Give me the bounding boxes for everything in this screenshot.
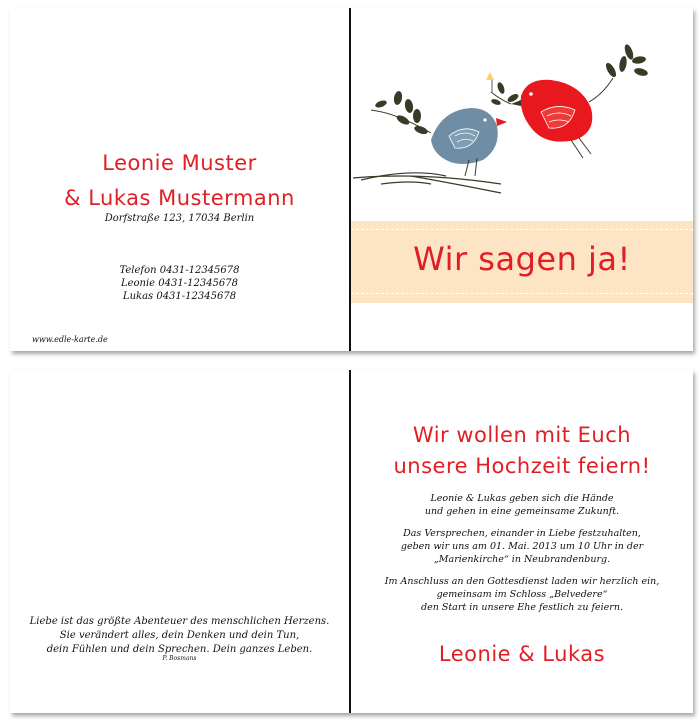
quote-line: dein Fühlen und dein Sprechen. Dein ganzes Leben. xyxy=(46,644,313,655)
invite-line: Das Versprechen, einander in Liebe festzuhalten, xyxy=(403,528,641,539)
invite-title-line-1: Wir wollen mit Euch xyxy=(412,423,632,447)
invite-title-line-2: unsere Hochzeit feiern! xyxy=(393,454,651,478)
phone-block xyxy=(10,264,349,303)
invite-paragraph xyxy=(351,527,693,566)
quote-line: Liebe ist das größte Abenteuer des menschlichen Herzens. xyxy=(29,616,330,627)
red-bird xyxy=(511,78,613,158)
invite-line: den Start in unsere Ehe festlich zu feiern. xyxy=(421,602,623,613)
band-stitch-top xyxy=(351,229,693,230)
quote-author: P. Bosmans xyxy=(162,655,197,662)
band-stitch-bottom xyxy=(351,293,693,294)
phone-line: Lukas 0431-12345678 xyxy=(122,291,237,302)
invite-line: Leonie & Lukas geben sich die Hände xyxy=(430,493,614,504)
leaf-sprig-left xyxy=(371,90,431,135)
phone-line: Telefon 0431-12345678 xyxy=(119,265,240,276)
invite-line: geben wir uns am 01. Mai. 2013 um 10 Uhr in der xyxy=(400,541,644,552)
names-line-1: Leonie Muster xyxy=(102,151,257,175)
card-inside xyxy=(10,370,693,713)
invite-paragraph xyxy=(351,492,693,518)
invite-line: „Marienkirche“ in Neubrandenburg. xyxy=(433,554,611,565)
invite-body xyxy=(351,492,693,623)
invite-title xyxy=(351,420,693,482)
invite-line: und gehen in eine gemeinsame Zukunft. xyxy=(424,506,620,517)
phone-line: Leonie 0431-12345678 xyxy=(120,278,239,289)
blue-bird xyxy=(431,108,507,176)
invite-line: gemeinsam im Schloss „Belvedere“ xyxy=(436,589,608,600)
address: Dorfstraße 123, 17034 Berlin xyxy=(104,213,255,224)
signature: Leonie & Lukas xyxy=(438,642,606,666)
quote-line: Sie verändert alles, dein Denken und dein Tun, xyxy=(59,630,300,641)
quote xyxy=(10,615,349,657)
birds-illustration xyxy=(351,8,693,218)
headline: Wir sagen ja! xyxy=(413,240,631,278)
card-front xyxy=(10,8,693,351)
branch xyxy=(353,173,501,193)
leaf-sprig-right xyxy=(604,43,649,78)
invite-line: Im Anschluss an den Gottesdienst laden wir herzlich ein, xyxy=(384,576,660,587)
names-line-2: & Lukas Mustermann xyxy=(64,186,295,210)
invite-paragraph xyxy=(351,575,693,614)
beak-sprig xyxy=(486,72,520,106)
website: www.edle-karte.de xyxy=(32,335,108,344)
